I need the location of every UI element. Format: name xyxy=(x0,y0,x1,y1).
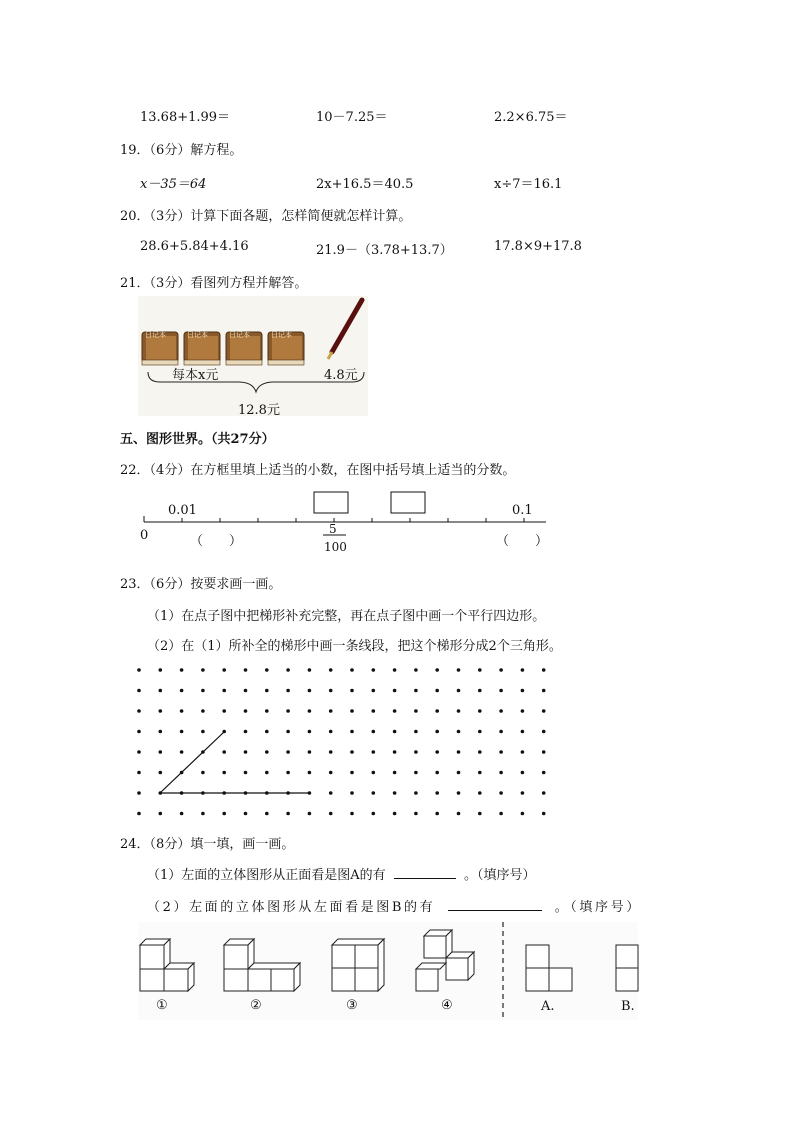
q19-title: 19．（6分）解方程。 xyxy=(120,143,243,158)
view-label-B: B. xyxy=(621,999,635,1014)
label-0: 0 xyxy=(140,528,149,543)
book-label-3: 日记本 xyxy=(229,331,250,339)
total-price-label: 12.8元 xyxy=(238,403,280,418)
q20-expr-1: 28.6+5.84+4.16 xyxy=(140,239,249,254)
view-B xyxy=(616,945,638,991)
q24-sub1-text: （1）左面的立体图形从正面看是图A的有 xyxy=(147,868,386,883)
q19-eq-2: 2x+16.5＝40.5 xyxy=(316,177,414,192)
shape-label-1: ① xyxy=(156,998,168,1013)
section-title: 五、图形世界。（共27分） xyxy=(120,432,275,447)
q19-eq-1: x－35＝64 xyxy=(140,177,207,192)
q20-expr-2: 21.9－（3.78+13.7） xyxy=(316,243,453,258)
shape-label-3: ③ xyxy=(346,998,358,1013)
solid-figure-2 xyxy=(224,939,300,991)
q23-sub2: （2）在（1）所补全的梯形中画一条线段，把这个梯形分成2个三角形。 xyxy=(147,639,562,654)
each-price-label: 每本x元 xyxy=(172,368,219,383)
shape-label-2: ② xyxy=(250,998,262,1013)
q21-title: 21．（3分）看图列方程并解答。 xyxy=(120,276,308,291)
q20-title: 20．（3分）计算下面各题，怎样简便就怎样计算。 xyxy=(120,209,412,224)
paren-blank-2[interactable]: （ ） xyxy=(496,534,549,549)
calc-1: 13.68+1.99＝ xyxy=(140,110,231,125)
book-label-4: 日记本 xyxy=(271,331,292,339)
paren-blank-1[interactable]: （ ） xyxy=(190,534,243,549)
solid-figure-3 xyxy=(332,939,384,991)
view-label-A: A. xyxy=(541,999,555,1014)
book-label-2: 日记本 xyxy=(187,331,208,339)
q23-title: 23．（6分）按要求画一画。 xyxy=(120,577,282,592)
fraction-denominator: 100 xyxy=(324,540,347,554)
q23-sub1: （1）在点子图中把梯形补充完整，再在点子图中画一个平行四边形。 xyxy=(147,609,546,624)
q22-title: 22．（4分）在方框里填上适当的小数，在图中括号填上适当的分数。 xyxy=(120,463,516,478)
label-0.1: 0.1 xyxy=(512,503,533,518)
pen-price-label: 4.8元 xyxy=(324,368,358,383)
calc-3: 2.2×6.75＝ xyxy=(494,110,568,125)
q24-title: 24．（8分）填一填，画一画。 xyxy=(120,837,295,852)
calc-2: 10－7.25＝ xyxy=(316,110,388,125)
view-A xyxy=(526,945,572,991)
q24-sub2-text: （2）左面的立体图形从左面看是图B的有 xyxy=(147,900,436,915)
q24-sub2-end: 。（填序号） xyxy=(554,900,642,915)
solid-figure-4 xyxy=(416,930,474,991)
q20-expr-3: 17.8×9+17.8 xyxy=(494,239,582,254)
book-label-1: 日记本 xyxy=(145,331,166,339)
shape-label-4: ④ xyxy=(441,998,453,1013)
q24-sub1-end: 。（填序号） xyxy=(463,868,536,883)
label-0.01: 0.01 xyxy=(168,503,197,518)
fraction-numerator: 5 xyxy=(329,522,337,536)
q19-eq-3: x÷7＝16.1 xyxy=(494,177,563,192)
solid-figure-1 xyxy=(140,939,194,991)
